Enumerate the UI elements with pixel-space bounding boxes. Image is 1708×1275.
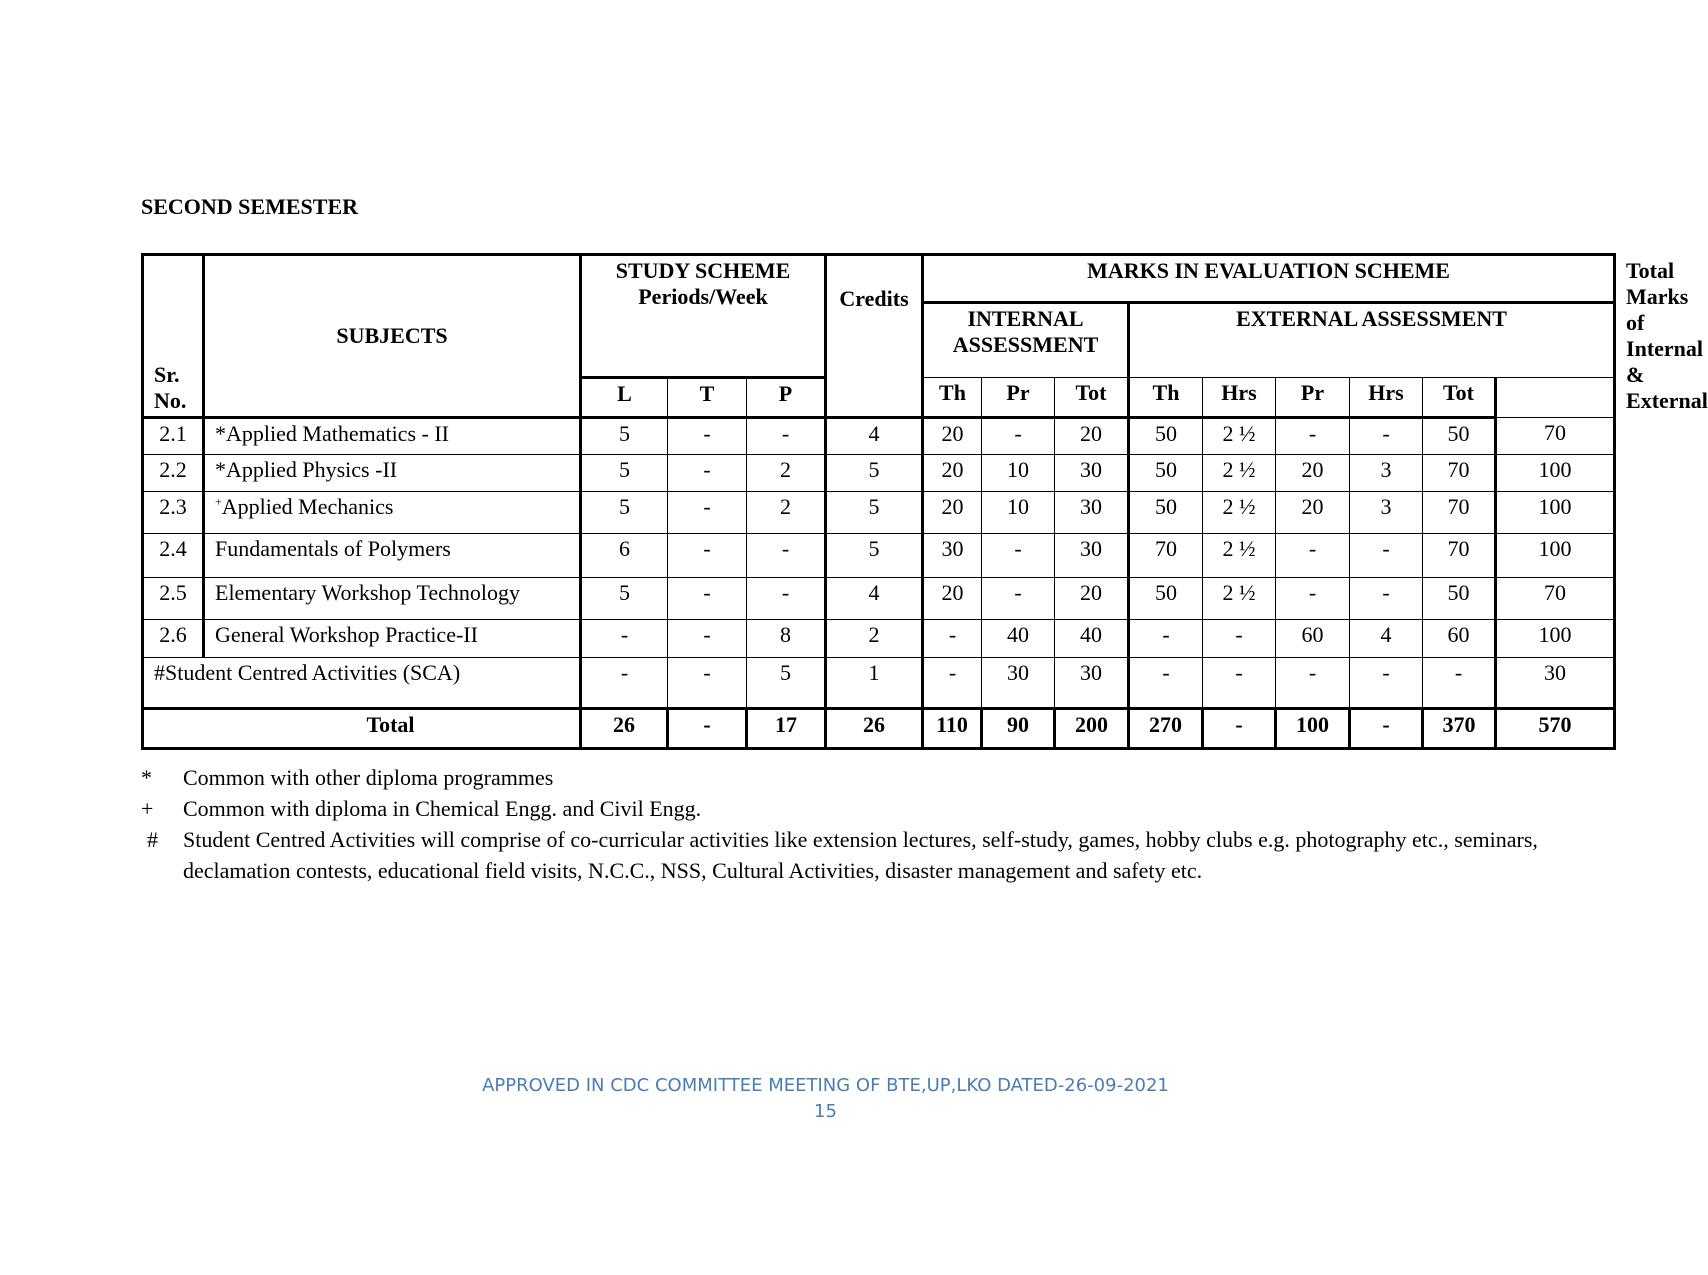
footnote — [141, 824, 1643, 886]
total-label: Total — [143, 709, 581, 749]
footnote-symbol: + — [141, 796, 154, 821]
table-row — [143, 578, 1615, 620]
col-int-pr-header: Pr — [982, 378, 1055, 418]
col-p-header: P — [747, 378, 826, 418]
sr-no: 2.4 — [143, 534, 204, 578]
cell-ext-tot: - — [1423, 658, 1496, 709]
cell-l: 5 — [581, 418, 668, 455]
cell-ext-hrs: 2 ½ — [1203, 418, 1276, 455]
cell-t: - — [668, 455, 747, 492]
cell-credits: 5 — [826, 534, 923, 578]
cell-int-pr: 40 — [982, 620, 1055, 658]
cell-int-tot: 40 — [1055, 620, 1129, 658]
cell-ext-hrs2: - — [1350, 658, 1423, 709]
page-footer — [0, 1073, 1651, 1125]
cell-ext-hrs2: 3 — [1350, 492, 1423, 534]
footnote — [141, 793, 1643, 824]
cell-ext-tot: 70 — [1423, 455, 1496, 492]
cell-total: 100 — [1496, 534, 1615, 578]
cell-l: 5 — [581, 455, 668, 492]
cell-ext-th: 50 — [1129, 455, 1203, 492]
cell-ext-tot: 370 — [1423, 709, 1496, 749]
subject-name: +Applied Mechanics — [204, 492, 581, 534]
cell-p: - — [747, 418, 826, 455]
cell-ext-pr: - — [1276, 534, 1350, 578]
cell-p: 8 — [747, 620, 826, 658]
cell-ext-tot: 70 — [1423, 492, 1496, 534]
sca-row — [143, 658, 1615, 709]
footnote — [141, 762, 1643, 793]
col-ext-pr-header: Pr — [1276, 378, 1350, 418]
cell-total: 70 — [1496, 578, 1615, 620]
footnote-text: Student Centred Activities will comprise of co-curricular activities like extension lectures, self-study, games, hobby clubs e.g. photography etc., seminars, declamation contests, educational field visits, N.C.C., NSS, Cultural Activities, disaster management and safety etc. — [183, 827, 1538, 883]
cell-l: - — [581, 658, 668, 709]
table-row — [143, 418, 1615, 455]
cell-ext-pr: 20 — [1276, 492, 1350, 534]
table-row — [143, 620, 1615, 658]
cell-int-th: 30 — [923, 534, 982, 578]
total-row — [143, 709, 1615, 749]
cell-credits: 26 — [826, 709, 923, 749]
cell-total: 70 — [1496, 418, 1615, 455]
subject-name: Elementary Workshop Technology — [204, 578, 581, 620]
cell-ext-hrs2: - — [1350, 418, 1423, 455]
cell-ext-pr: 20 — [1276, 455, 1350, 492]
evaluation-scheme-table: Sr. No. SUBJECTS STUDY SCHEME Periods/Week Credits MARKS IN EVALUATION SCHEME Total Marks of Internal & External INTERNAL ASSESSMENT EXTERNAL ASSESSMENT L T P Th Pr Tot Th Hrs Pr Hrs Tot 2.1 *Applied Mathematics - II 5 - - 4 20 - 20 50 2 ½ - - 50 70 2.2 *Applied Physics -II 5 - 2 5 20 10 30 50 2 ½ 20 3 70 100 2.3 +Applied Mechanics 5 - 2 5 20 10 30 50 2 ½ 20 3 70 100 2.4 Fundamentals of Polymers 6 - - 5 30 - 30 70 2 ½ - - 70 100 2.5 Elementary Workshop Technology 5 - - 4 20 - 20 50 2 ½ - - 50 70 2.6 General Workshop Practice-II - - 8 2 - 40 40 - - 60 4 60 100 #Student Centred Activities (SCA) - - 5 1 - 30 30 - - - - - 30 Total 26 - 17 26 110 90 200 270 - 100 - 370 570 — [141, 253, 1616, 750]
cell-l: 5 — [581, 578, 668, 620]
table-row — [143, 534, 1615, 578]
sr-no: 2.5 — [143, 578, 204, 620]
cell-int-tot: 20 — [1055, 578, 1129, 620]
cell-ext-pr: - — [1276, 658, 1350, 709]
cell-int-pr: 30 — [982, 658, 1055, 709]
cell-int-th: - — [923, 658, 982, 709]
cell-int-th: 20 — [923, 578, 982, 620]
cell-int-th: - — [923, 620, 982, 658]
subject-name: General Workshop Practice-II — [204, 620, 581, 658]
col-ext-hrs-header: Hrs — [1203, 378, 1276, 418]
cell-ext-th: 270 — [1129, 709, 1203, 749]
approval-text: APPROVED IN CDC COMMITTEE MEETING OF BTE,UP,LKO DATED-26-09-2021 — [482, 1075, 1169, 1096]
subjects-header: SUBJECTS — [204, 255, 581, 418]
page-number: 15 — [814, 1101, 837, 1122]
cell-total: 100 — [1496, 492, 1615, 534]
cell-int-pr: - — [982, 578, 1055, 620]
cell-l: 5 — [581, 492, 668, 534]
cell-ext-hrs: - — [1203, 620, 1276, 658]
footnote-symbol: # — [147, 827, 158, 852]
cell-ext-pr: - — [1276, 418, 1350, 455]
external-assessment-header: EXTERNAL ASSESSMENT — [1129, 303, 1615, 378]
cell-l: - — [581, 620, 668, 658]
col-int-th-header: Th — [923, 378, 982, 418]
cell-ext-pr: 60 — [1276, 620, 1350, 658]
cell-credits: 2 — [826, 620, 923, 658]
cell-t: - — [668, 620, 747, 658]
cell-p: 17 — [747, 709, 826, 749]
subject-name: *Applied Mathematics - II — [204, 418, 581, 455]
cell-ext-tot: 50 — [1423, 418, 1496, 455]
cell-int-tot: 200 — [1055, 709, 1129, 749]
cell-ext-pr: - — [1276, 578, 1350, 620]
cell-p: 2 — [747, 455, 826, 492]
cell-ext-th: - — [1129, 620, 1203, 658]
col-ext-hrs2-header: Hrs — [1350, 378, 1423, 418]
cell-int-pr: - — [982, 418, 1055, 455]
table-row — [143, 455, 1615, 492]
page-title: SECOND SEMESTER — [141, 194, 359, 219]
credits-header: Credits — [826, 255, 923, 418]
cell-ext-hrs: 2 ½ — [1203, 492, 1276, 534]
cell-int-tot: 20 — [1055, 418, 1129, 455]
marks-evaluation-header: MARKS IN EVALUATION SCHEME — [923, 255, 1615, 303]
subject-name: Fundamentals of Polymers — [204, 534, 581, 578]
cell-total: 100 — [1496, 455, 1615, 492]
sr-no: 2.2 — [143, 455, 204, 492]
sr-no: 2.3 — [143, 492, 204, 534]
cell-ext-hrs: 2 ½ — [1203, 534, 1276, 578]
cell-int-tot: 30 — [1055, 492, 1129, 534]
cell-ext-th: - — [1129, 658, 1203, 709]
cell-t: - — [668, 534, 747, 578]
cell-ext-hrs2: 3 — [1350, 455, 1423, 492]
cell-int-tot: 30 — [1055, 658, 1129, 709]
cell-int-th: 110 — [923, 709, 982, 749]
cell-int-th: 20 — [923, 492, 982, 534]
cell-ext-th: 50 — [1129, 492, 1203, 534]
cell-t: - — [668, 492, 747, 534]
footnote-text: Common with other diploma programmes — [183, 765, 554, 790]
col-ext-th-header: Th — [1129, 378, 1203, 418]
cell-credits: 5 — [826, 455, 923, 492]
cell-t: - — [668, 578, 747, 620]
cell-ext-tot: 70 — [1423, 534, 1496, 578]
cell-p: 5 — [747, 658, 826, 709]
cell-l: 6 — [581, 534, 668, 578]
cell-credits: 5 — [826, 492, 923, 534]
cell-total: 570 — [1496, 709, 1615, 749]
study-scheme-header: STUDY SCHEME Periods/Week — [581, 255, 826, 378]
cell-int-tot: 30 — [1055, 455, 1129, 492]
col-int-tot-header: Tot — [1055, 378, 1129, 418]
cell-credits: 4 — [826, 418, 923, 455]
cell-ext-tot: 50 — [1423, 578, 1496, 620]
sr-no: 2.6 — [143, 620, 204, 658]
footnote-symbol: * — [141, 765, 152, 790]
cell-int-th: 20 — [923, 418, 982, 455]
cell-ext-hrs: - — [1203, 709, 1276, 749]
cell-ext-hrs2: 4 — [1350, 620, 1423, 658]
cell-ext-pr: 100 — [1276, 709, 1350, 749]
cell-int-pr: - — [982, 534, 1055, 578]
cell-p: - — [747, 534, 826, 578]
cell-t: - — [668, 658, 747, 709]
cell-p: - — [747, 578, 826, 620]
cell-ext-tot: 60 — [1423, 620, 1496, 658]
cell-t: - — [668, 709, 747, 749]
cell-ext-hrs2: - — [1350, 534, 1423, 578]
cell-credits: 1 — [826, 658, 923, 709]
cell-total: 30 — [1496, 658, 1615, 709]
cell-int-pr: 10 — [982, 455, 1055, 492]
cell-credits: 4 — [826, 578, 923, 620]
cell-p: 2 — [747, 492, 826, 534]
cell-t: - — [668, 418, 747, 455]
cell-ext-hrs2: - — [1350, 578, 1423, 620]
footnotes — [141, 762, 1643, 886]
table-row — [143, 492, 1615, 534]
sr-no-header: Sr. No. — [143, 255, 204, 418]
internal-assessment-header: INTERNAL ASSESSMENT — [923, 303, 1129, 378]
cell-int-pr: 10 — [982, 492, 1055, 534]
cell-total: 100 — [1496, 620, 1615, 658]
cell-int-th: 20 — [923, 455, 982, 492]
cell-ext-hrs: 2 ½ — [1203, 455, 1276, 492]
col-t-header: T — [668, 378, 747, 418]
cell-ext-hrs: - — [1203, 658, 1276, 709]
col-l-header: L — [581, 378, 668, 418]
cell-int-tot: 30 — [1055, 534, 1129, 578]
cell-ext-hrs: 2 ½ — [1203, 578, 1276, 620]
footnote-text: Common with diploma in Chemical Engg. and Civil Engg. — [183, 796, 702, 821]
cell-ext-th: 50 — [1129, 578, 1203, 620]
cell-l: 26 — [581, 709, 668, 749]
cell-ext-th: 50 — [1129, 418, 1203, 455]
cell-ext-th: 70 — [1129, 534, 1203, 578]
sca-label: #Student Centred Activities (SCA) — [143, 658, 581, 709]
sr-no: 2.1 — [143, 418, 204, 455]
subject-name: *Applied Physics -II — [204, 455, 581, 492]
cell-ext-hrs2: - — [1350, 709, 1423, 749]
cell-int-pr: 90 — [982, 709, 1055, 749]
col-ext-tot-header: Tot — [1423, 378, 1496, 418]
